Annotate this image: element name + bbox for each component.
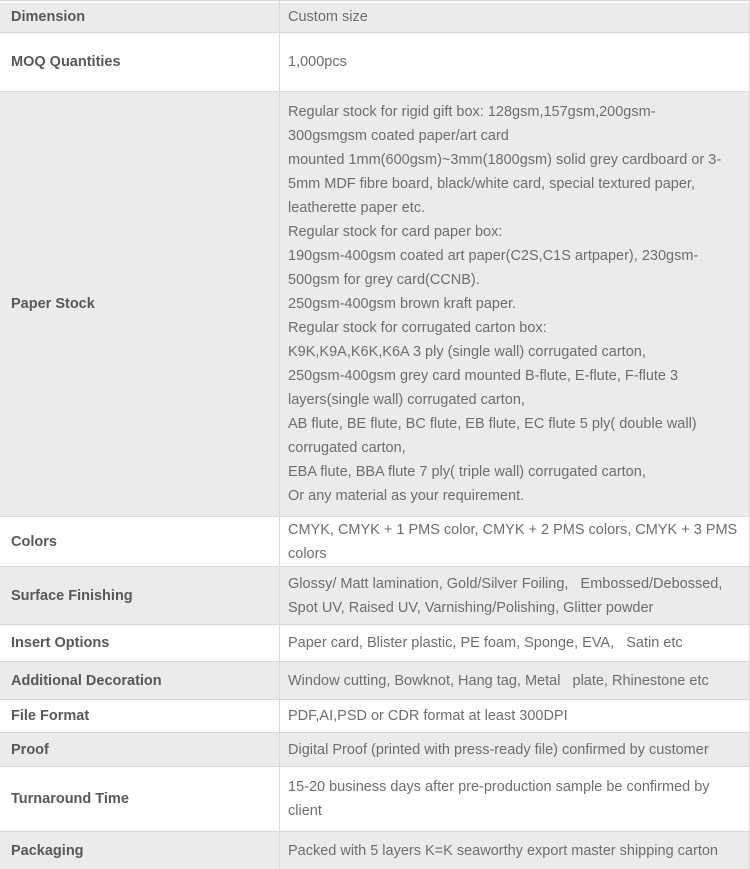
- spec-value-line: AB flute, BE flute, BC flute, EB flute, EC flute 5 ply( double wall): [288, 416, 697, 432]
- spec-value: [280, 625, 749, 661]
- spec-value-line: corrugated carton,: [288, 440, 406, 456]
- spec-value-line: Or any material as your requirement.: [288, 488, 525, 504]
- spec-label: Colors: [0, 517, 280, 566]
- spec-value-line: 190gsm-400gsm coated art paper(C2S,C1S artpaper), 230gsm-: [288, 248, 699, 264]
- spec-value-line: Spot UV, Raised UV, Varnishing/Polishing, Glitter powder: [288, 599, 654, 616]
- spec-label: MOQ Quantities: [0, 33, 280, 91]
- spec-value-line: K9K,K9A,K6K,K6A 3 ply (single wall) corrugated carton,: [288, 344, 646, 360]
- spec-value-line: Regular stock for rigid gift box: 128gsm,157gsm,200gsm-: [288, 104, 656, 120]
- table-row: [0, 92, 749, 517]
- table-row: [0, 700, 749, 733]
- table-row: [0, 767, 749, 832]
- spec-value: [280, 92, 749, 516]
- table-row: [0, 662, 749, 700]
- table-row: [0, 1, 749, 33]
- spec-value: [280, 733, 749, 766]
- table-row: [0, 33, 749, 92]
- spec-label: Paper Stock: [0, 92, 280, 516]
- spec-value-line: colors: [288, 545, 327, 562]
- spec-label: Additional Decoration: [0, 662, 280, 699]
- spec-value-line: Packed with 5 layers K=K seaworthy export master shipping carton: [288, 842, 718, 859]
- spec-value-line: Regular stock for card paper box:: [288, 224, 503, 240]
- spec-value: [280, 662, 749, 699]
- spec-value-line: CMYK, CMYK + 1 PMS color, CMYK + 2 PMS colors, CMYK + 3 PMS: [288, 521, 738, 538]
- spec-value-line: 250gsm-400gsm brown kraft paper.: [288, 296, 517, 312]
- table-row: [0, 567, 749, 625]
- spec-label: Proof: [0, 733, 280, 766]
- spec-label: Turnaround Time: [0, 767, 280, 831]
- spec-value-line: client: [288, 803, 322, 819]
- spec-value-line: 500gsm for grey card(CCNB).: [288, 272, 480, 288]
- spec-value: [280, 767, 749, 831]
- spec-value-line: 5mm MDF fibre board, black/white card, special textured paper,: [288, 176, 695, 192]
- spec-value: [280, 33, 749, 91]
- table-row: [0, 625, 749, 662]
- spec-value-line: Paper card, Blister plastic, PE foam, Sponge, EVA, Satin etc: [288, 635, 683, 651]
- spec-value-line: 300gsmgsm coated paper/art card: [288, 128, 509, 144]
- spec-label: Packaging: [0, 832, 280, 869]
- spec-value-line: 1,000pcs: [288, 54, 347, 70]
- spec-label: File Format: [0, 700, 280, 732]
- table-row: [0, 832, 749, 869]
- spec-value-line: Digital Proof (printed with press-ready file) confirmed by customer: [288, 741, 709, 758]
- spec-value: [280, 700, 749, 732]
- spec-value-line: Window cutting, Bowknot, Hang tag, Metal plate, Rhinestone etc: [288, 672, 709, 689]
- spec-value-line: layers(single wall) corrugated carton,: [288, 392, 525, 408]
- spec-value: [280, 1, 749, 32]
- spec-value-line: Custom size: [288, 8, 368, 25]
- spec-value: [280, 517, 749, 566]
- spec-value-line: Glossy/ Matt lamination, Gold/Silver Foiling, Embossed/Debossed,: [288, 575, 723, 592]
- table-row: [0, 517, 749, 567]
- spec-value-line: PDF,AI,PSD or CDR format at least 300DPI: [288, 708, 568, 724]
- spec-value-line: EBA flute, BBA flute 7 ply( triple wall) corrugated carton,: [288, 464, 646, 480]
- spec-value-line: 15-20 business days after pre-production sample be confirmed by: [288, 779, 710, 795]
- spec-value-line: leatherette paper etc.: [288, 200, 426, 216]
- spec-value-line: mounted 1mm(600gsm)~3mm(1800gsm) solid grey cardboard or 3-: [288, 152, 722, 168]
- spec-value-line: Regular stock for corrugated carton box:: [288, 320, 547, 336]
- spec-label: Dimension: [0, 1, 280, 32]
- table-row: [0, 733, 749, 767]
- spec-label: Surface Finishing: [0, 567, 280, 624]
- spec-label: Insert Options: [0, 625, 280, 661]
- spec-value: [280, 832, 749, 869]
- spec-value-line: 250gsm-400gsm grey card mounted B-flute, E-flute, F-flute 3: [288, 368, 679, 384]
- spec-value: [280, 567, 749, 624]
